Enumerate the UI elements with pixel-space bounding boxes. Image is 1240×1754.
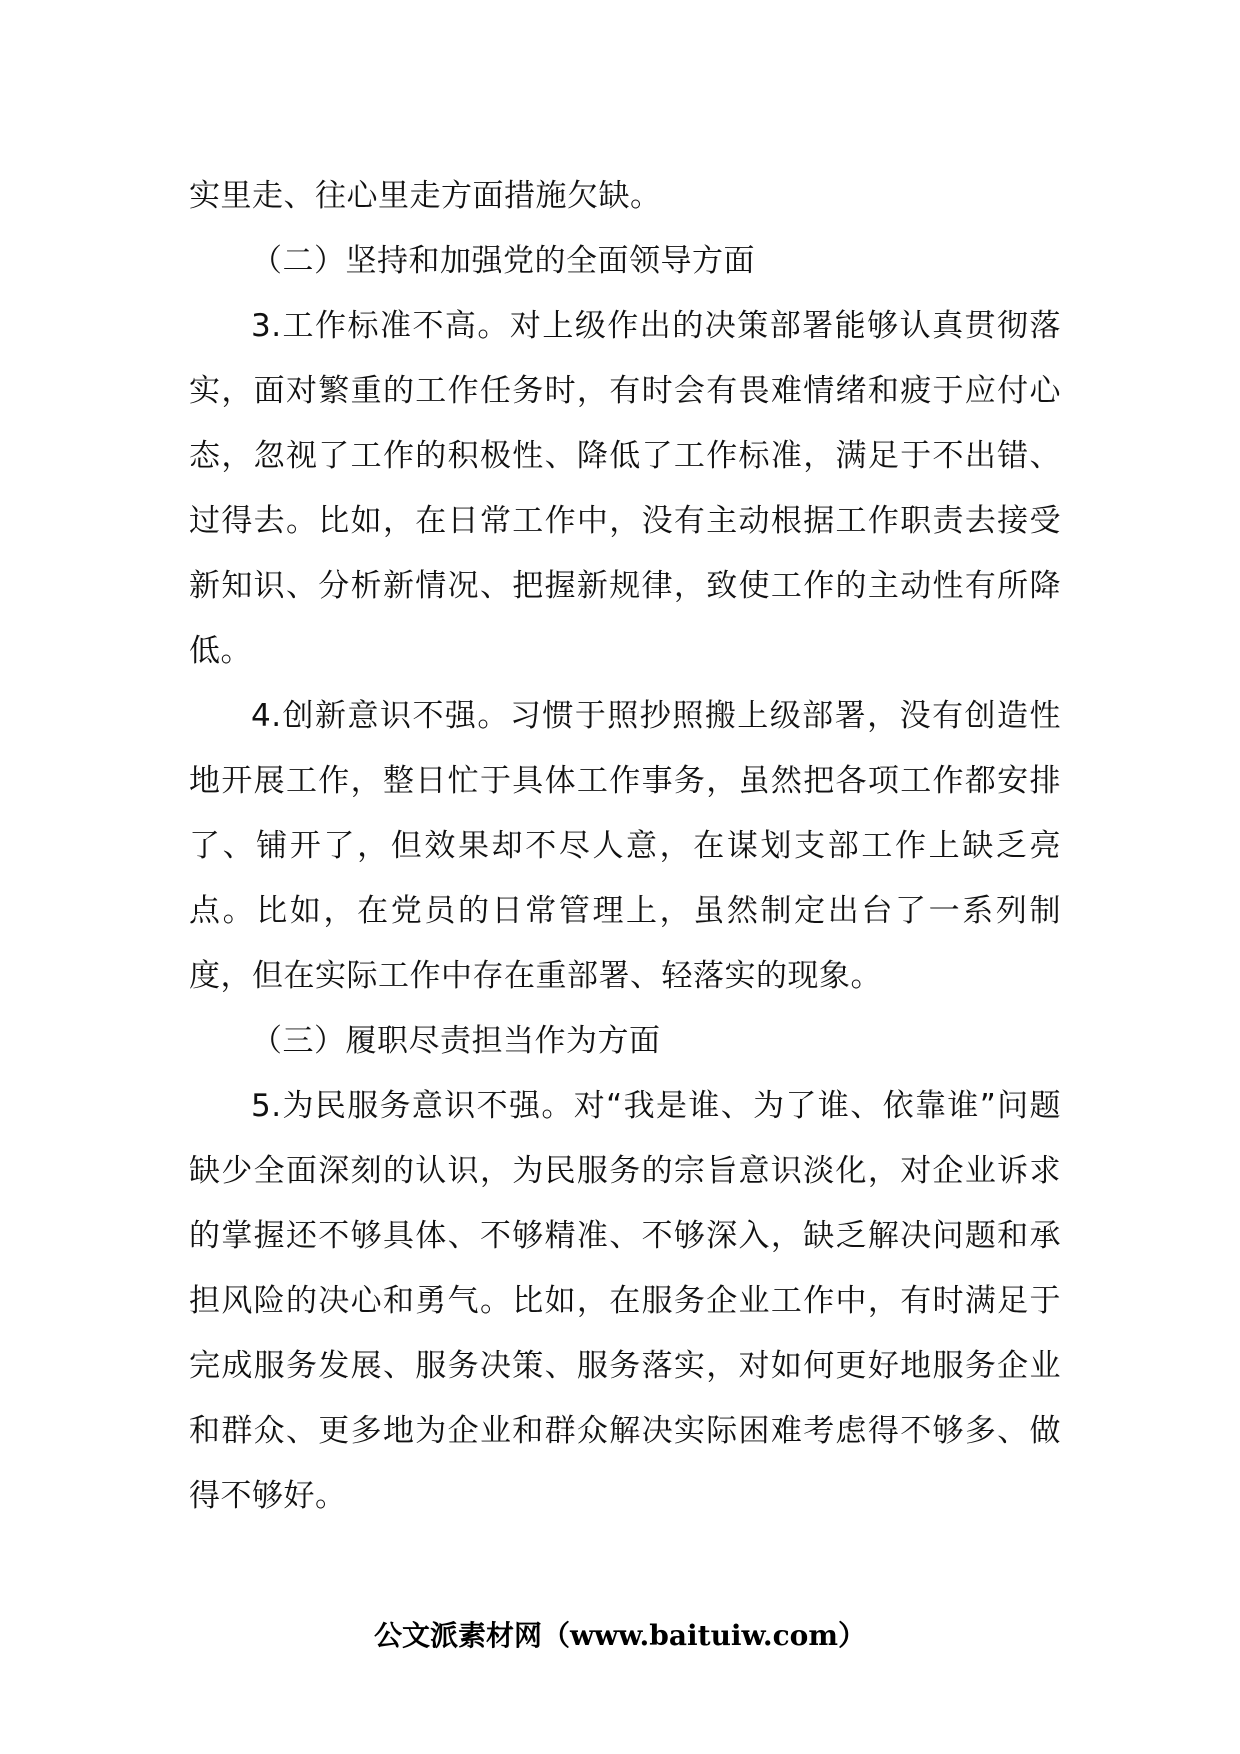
paragraph-continuation: 实里走、往心里走方面措施欠缺。: [189, 178, 662, 214]
paragraph-item-5: 5.为民服务意识不强。对“我是谁、为了谁、依靠谁”问题缺少全面深刻的认识，为民服务的宗旨意识淡化，对企业诉求的掌握还不够具体、不够精准、不够深入，缺乏解决问题和承担风险的决心和勇气。比如，在服务企业工作中，有时满足于完成服务发展、服务决策、服务落实，对如何更好地服务企业和群众、更多地为企业和群众解决实际困难考虑得不够多、做得不够好。: [189, 1088, 1061, 1514]
section-heading-3: （三）履职尽责担当作为方面: [251, 1023, 661, 1059]
section-heading-2: （二）坚持和加强党的全面领导方面: [251, 243, 755, 279]
paragraph-item-3: 3.工作标准不高。对上级作出的决策部署能够认真贯彻落实，面对繁重的工作任务时，有时会有畏难情绪和疲于应付心态，忽视了工作的积极性、降低了工作标准，满足于不出错、过得去。比如，在日常工作中，没有主动根据工作职责去接受新知识、分析新情况、把握新规律，致使工作的主动性有所降低。: [189, 308, 1061, 669]
document-body: [189, 164, 1061, 1529]
paragraph-item-4: 4.创新意识不强。习惯于照抄照搬上级部署，没有创造性地开展工作，整日忙于具体工作事务，虽然把各项工作都安排了、铺开了，但效果却不尽人意，在谋划支部工作上缺乏亮点。比如，在党员的日常管理上，虽然制定出台了一系列制度，但在实际工作中存在重部署、轻落实的现象。: [189, 698, 1061, 994]
footer-watermark: 公文派素材网（www.baituiw.com）: [374, 1619, 866, 1652]
